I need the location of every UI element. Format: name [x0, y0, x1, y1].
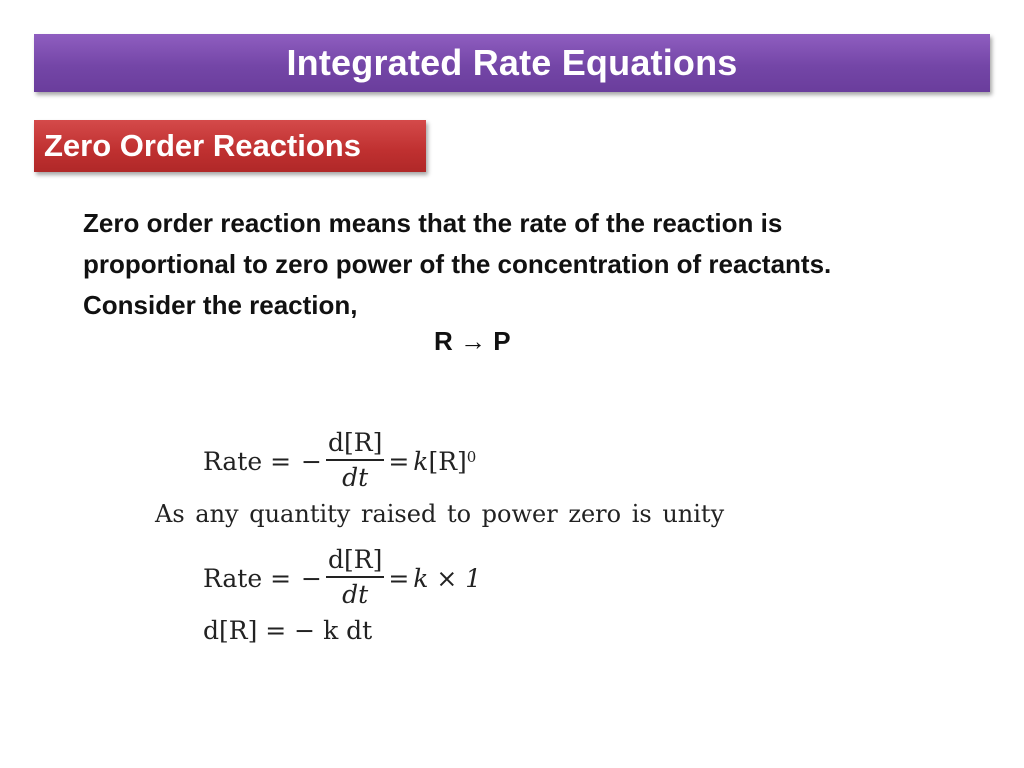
slide-title: Integrated Rate Equations: [286, 42, 738, 83]
section-label-text: Zero Order Reactions: [44, 128, 361, 163]
rate-rhs: k × 1: [413, 563, 482, 593]
intro-line-2: proportional to zero power of the concentration of reactants.: [83, 249, 832, 279]
intro-line-3: Consider the reaction,: [83, 290, 358, 320]
derivative-fraction: [326, 545, 384, 611]
fraction-denominator: dt: [342, 580, 369, 609]
rate-constant: k: [413, 446, 429, 476]
equals-sign: =: [388, 446, 410, 476]
reaction-equation: R → P: [434, 326, 511, 356]
fraction-denominator: dt: [342, 463, 369, 492]
differential-equation: d[R] = − k dt: [203, 616, 373, 645]
rate-label: Rate =: [203, 446, 292, 476]
minus-sign: −: [301, 563, 322, 593]
explanation-note: As any quantity raised to power zero is unity: [155, 500, 725, 528]
rate-equation-1: [203, 428, 476, 494]
fraction-numerator: d[R]: [326, 428, 384, 461]
intro-text: [83, 203, 983, 326]
exponent: 0: [466, 448, 477, 466]
intro-line-1: Zero order reaction means that the rate of the reaction is: [83, 208, 783, 238]
fraction-numerator: d[R]: [326, 545, 384, 578]
derivative-fraction: [326, 428, 384, 494]
title-bar: [34, 34, 990, 92]
rate-label: Rate =: [203, 563, 292, 593]
minus-sign: −: [301, 446, 322, 476]
rate-equation-2: [203, 545, 481, 611]
concentration-term: [R]: [428, 446, 467, 476]
equals-sign: =: [388, 563, 410, 593]
section-label: [34, 120, 426, 172]
